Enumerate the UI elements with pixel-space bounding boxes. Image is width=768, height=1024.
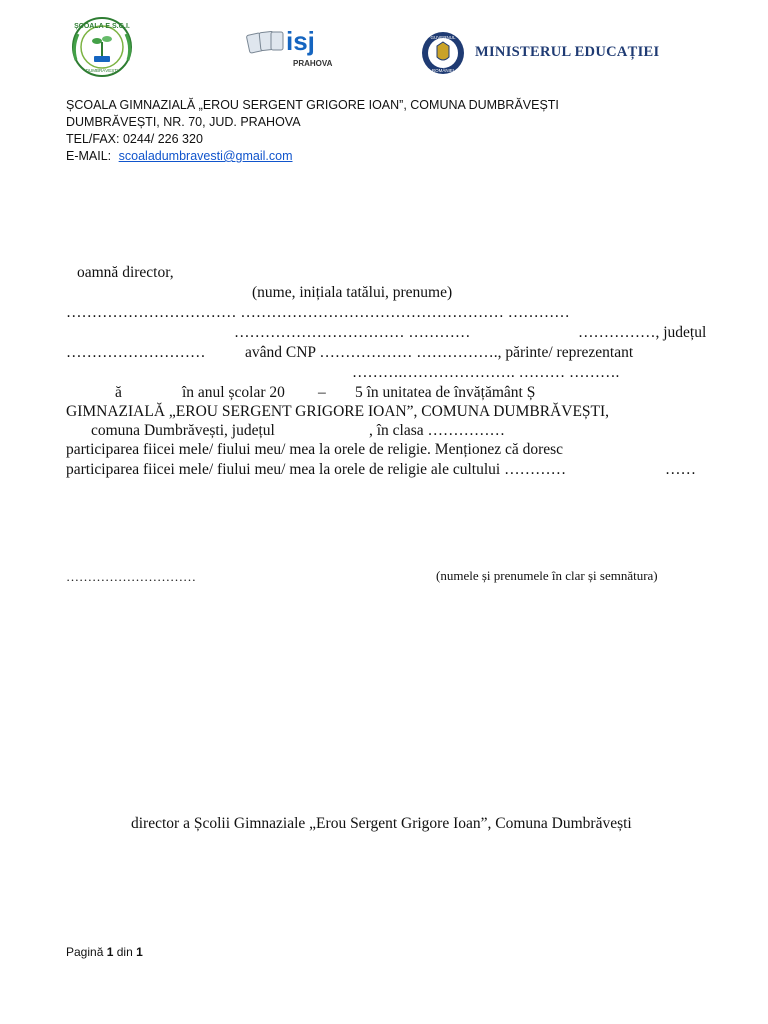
isj-logo xyxy=(244,24,344,74)
form-line-5c: – xyxy=(318,384,326,401)
government-emblem xyxy=(418,30,468,76)
school-logo-arc-text: ȘCOALA E.S.G.I. xyxy=(74,23,130,30)
form-line-1: …………………………… …………………………………………… ………… xyxy=(66,304,570,321)
form-line-3a: ……………………… xyxy=(66,344,206,361)
isj-logo-mark: isj xyxy=(286,26,315,56)
ministry-name: MINISTERUL EDUCAȚIEI xyxy=(475,44,660,60)
school-logo xyxy=(66,14,138,80)
school-logo-bottom-text: DUMBRĂVEȘTI xyxy=(85,68,119,73)
school-phone: TEL/FAX: 0244/ 226 320 xyxy=(66,132,203,146)
form-line-2b: ……………, județul xyxy=(578,324,707,341)
form-line-4: ……….…………………. ……… ………. xyxy=(352,364,620,381)
addressee-line: director a Școlii Gimnaziale „Erou Sergent Grigore Ioan”, Comuna Dumbrăvești xyxy=(131,815,632,832)
form-line-2a: …………………………… ………… xyxy=(234,324,471,341)
isj-logo-sub: PRAHOVA xyxy=(293,59,333,68)
form-line-7a: comuna Dumbrăvești, județul xyxy=(91,422,275,439)
name-hint: (nume, inițiala tatălui, prenume) xyxy=(252,284,453,301)
form-line-6: GIMNAZIALĂ „EROU SERGENT GRIGORE IOAN”, COMUNA DUMBRĂVEȘTI, xyxy=(66,403,610,420)
page-total: 1 xyxy=(136,945,143,959)
school-address: DUMBRĂVEȘTI, NR. 70, JUD. PRAHOVA xyxy=(66,115,301,129)
email-link[interactable]: scoaladumbravesti@gmail.com xyxy=(118,149,293,163)
page-number xyxy=(66,945,143,959)
page-current: 1 xyxy=(106,945,114,959)
emblem-bottom-text: ROMÂNIEI xyxy=(431,68,455,73)
form-line-5a: ă xyxy=(115,384,122,401)
form-line-8: participarea fiicei mele/ fiului meu/ mea la orele de religie. Menționez că doresc xyxy=(66,441,564,458)
school-name: ȘCOALA GIMNAZIALĂ „EROU SERGENT GRIGORE IOAN”, COMUNA DUMBRĂVEȘTI xyxy=(66,98,559,112)
form-line-5b: în anul școlar 20 xyxy=(182,384,285,401)
email-label: E-MAIL: xyxy=(66,149,112,163)
salutation: oamnă director, xyxy=(77,264,174,281)
school-email-line xyxy=(66,149,293,163)
signature-label: (numele și prenumele în clar și semnătura) xyxy=(436,568,658,583)
form-line-9b: …… xyxy=(665,461,696,478)
signature-dots: ………………………… xyxy=(66,569,196,584)
page-prefix: Pagină xyxy=(66,945,104,959)
form-line-3b: având CNP ……………… ……………., părinte/ reprezentant xyxy=(245,344,634,361)
form-line-7b: , în clasa …………… xyxy=(369,422,506,439)
page-middle: din xyxy=(116,945,133,959)
emblem-top-text: GUVERNUL xyxy=(430,35,456,40)
form-line-9a: participarea fiicei mele/ fiului meu/ mea la orele de religie ale cultului ………… xyxy=(66,461,567,478)
form-line-5d: 5 în unitatea de învățământ Ș xyxy=(355,384,536,401)
